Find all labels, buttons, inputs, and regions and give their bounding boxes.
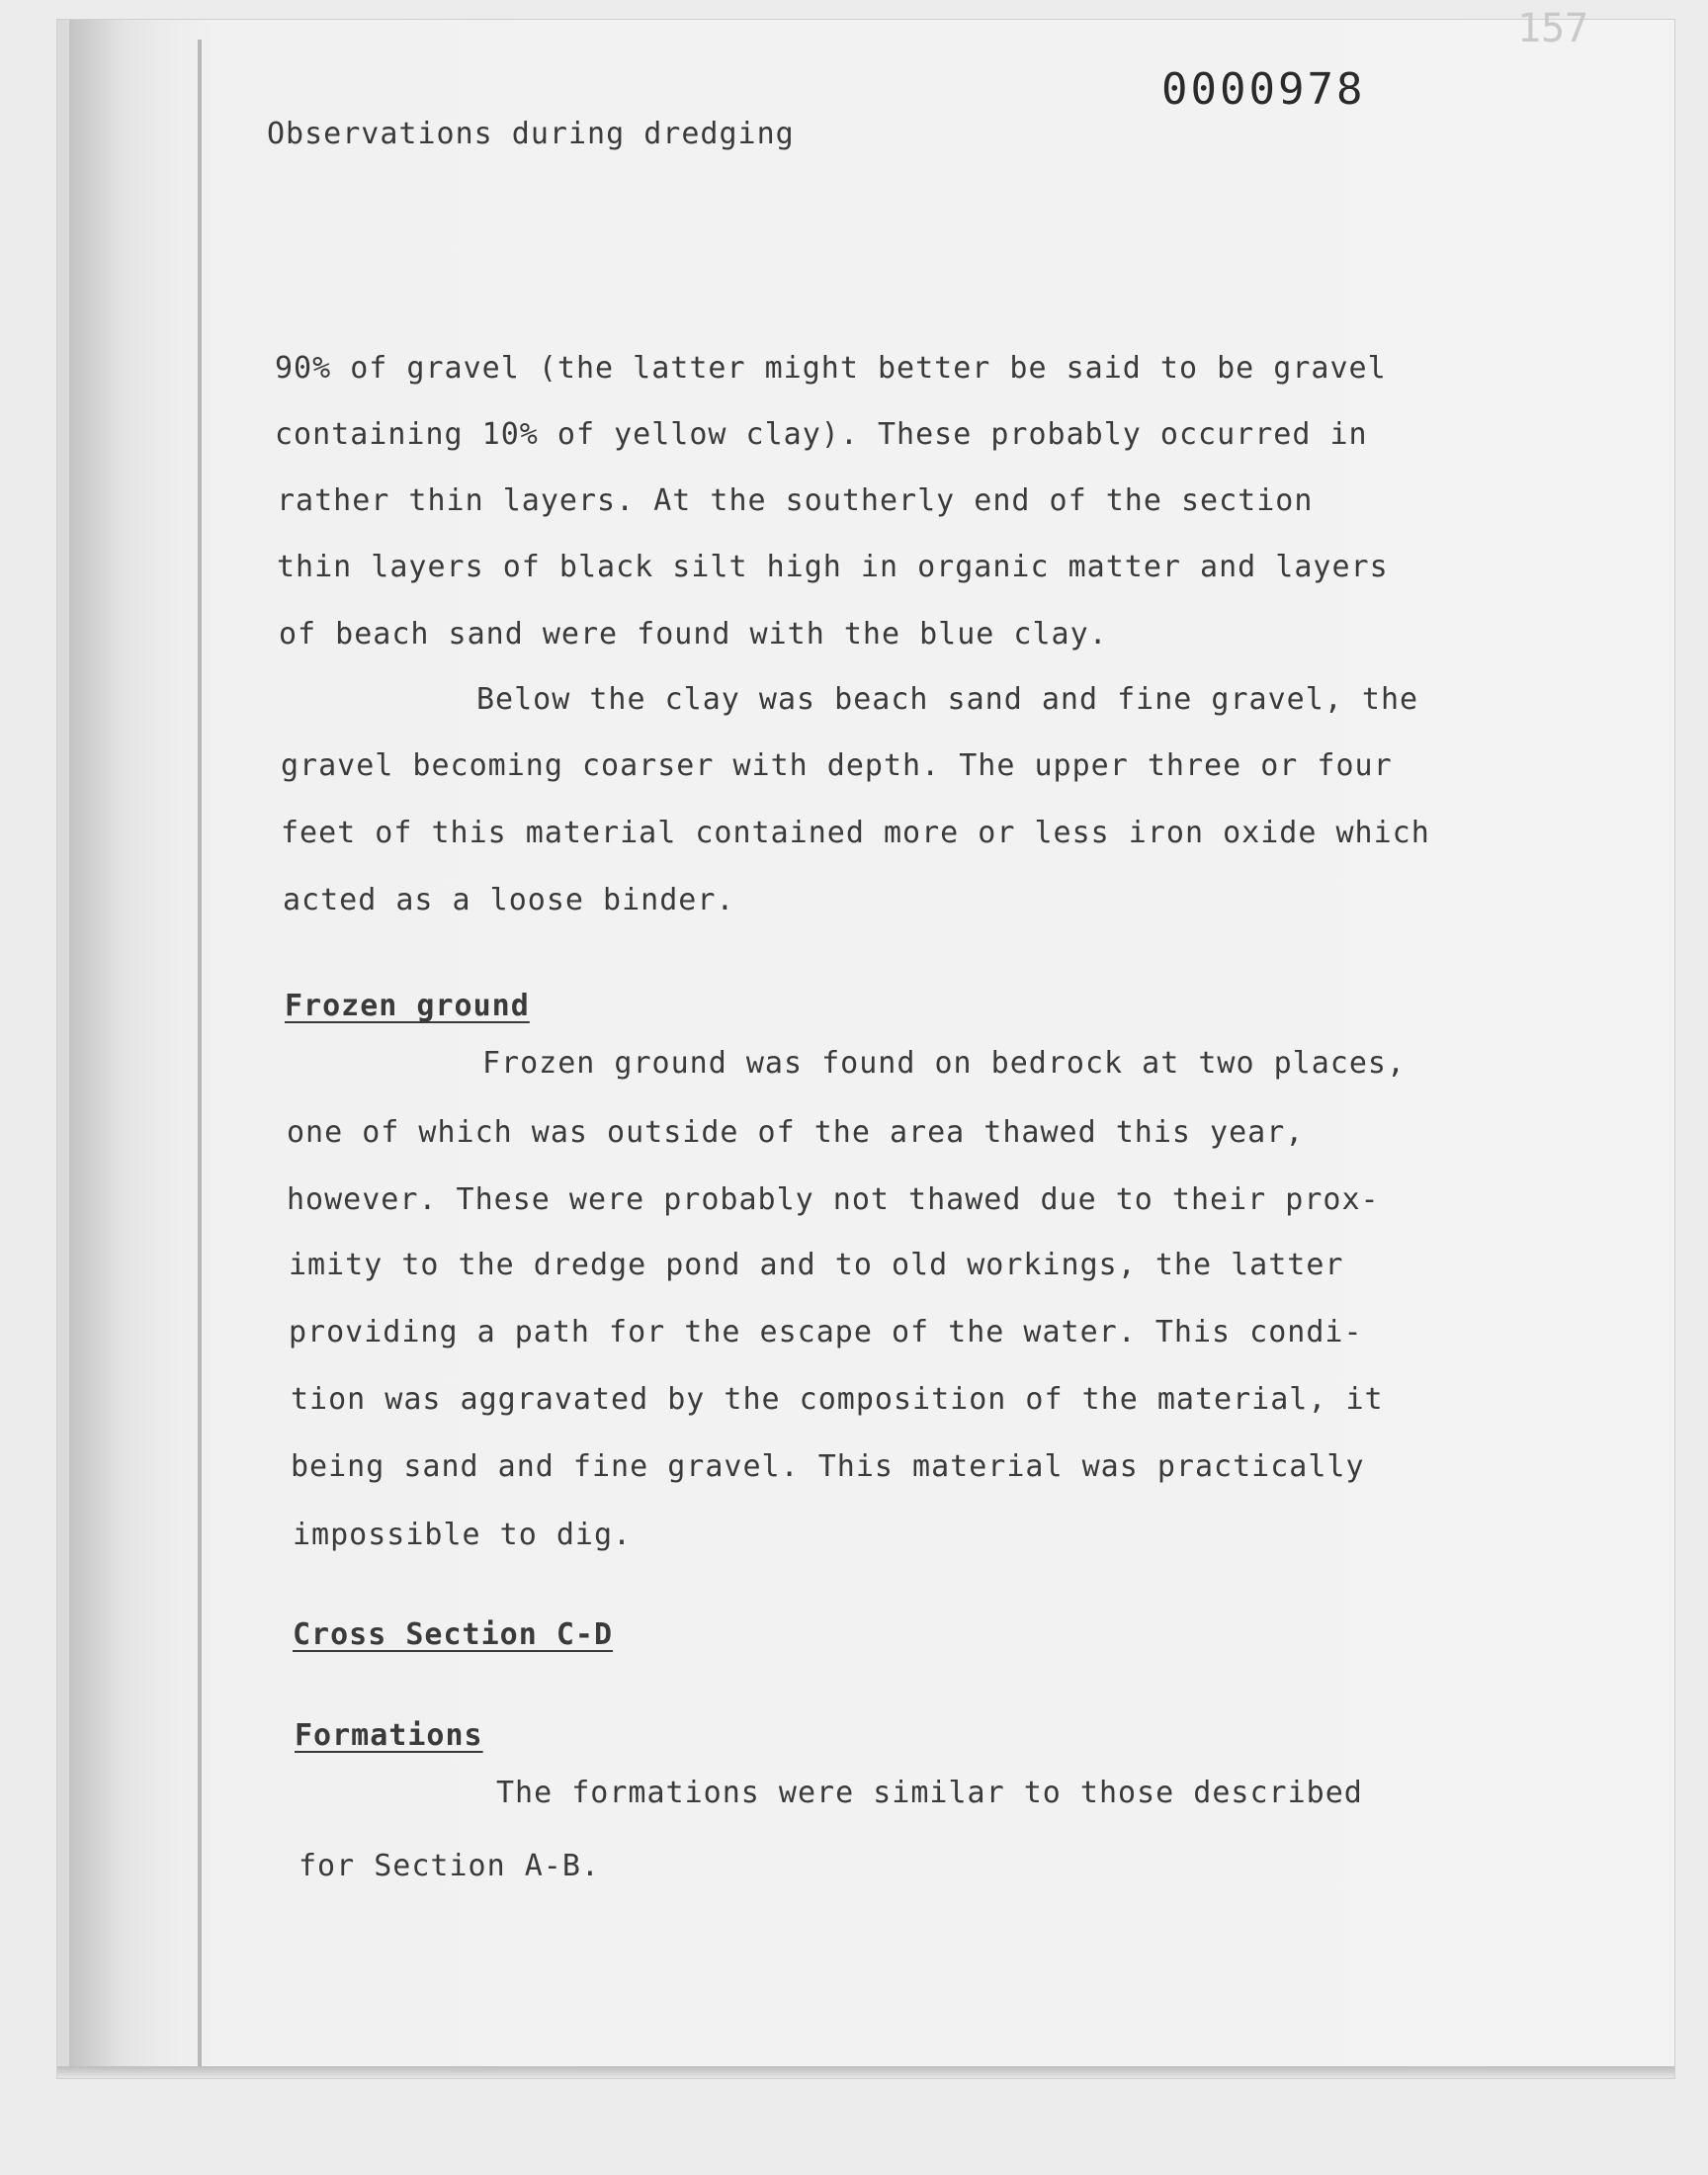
text-line: however. These were probably not thawed due to their prox-: [287, 1182, 1380, 1217]
text-line: impossible to dig.: [293, 1518, 633, 1552]
text-line: Frozen ground was found on bedrock at two places,: [482, 1046, 1407, 1081]
text-line: for Section A-B.: [299, 1849, 600, 1883]
text-line: imity to the dredge pond and to old workings, the latter: [289, 1248, 1344, 1282]
text-line: acted as a loose binder.: [283, 883, 735, 917]
binding-shadow: [69, 20, 158, 2078]
text-line: thin layers of black silt high in organic matter and layers: [277, 550, 1389, 584]
text-line: tion was aggravated by the composition of the material, it: [291, 1382, 1384, 1417]
text-line: 90% of gravel (the latter might better be said to be gravel: [275, 351, 1387, 386]
text-line: gravel becoming coarser with depth. The upper three or four: [281, 748, 1393, 783]
text-line: containing 10% of yellow clay). These probably occurred in: [275, 417, 1368, 452]
text-line: feet of this material contained more or less iron oxide which: [281, 816, 1430, 850]
section-heading-frozen-ground: Frozen ground: [285, 989, 530, 1023]
text-line: one of which was outside of the area thawed this year,: [287, 1115, 1305, 1150]
document-id: 0000978: [1161, 64, 1366, 115]
page-number: 157: [1517, 6, 1589, 51]
text-line: of beach sand were found with the blue clay.: [279, 617, 1108, 652]
binding-line: [198, 40, 202, 2076]
text-line: being sand and fine gravel. This material was practically: [291, 1449, 1365, 1484]
paper-bottom-edge: [57, 2066, 1674, 2078]
section-heading-formations: Formations: [295, 1718, 483, 1753]
running-head: Observations during dredging: [267, 117, 795, 151]
text-line: providing a path for the escape of the water. This condi-: [289, 1315, 1363, 1349]
text-line: Below the clay was beach sand and fine gravel, the: [476, 682, 1419, 717]
section-heading-cross-section: Cross Section C-D: [293, 1617, 614, 1652]
text-line: rather thin layers. At the southerly end of the section: [277, 483, 1314, 518]
text-line: The formations were similar to those described: [496, 1776, 1363, 1810]
